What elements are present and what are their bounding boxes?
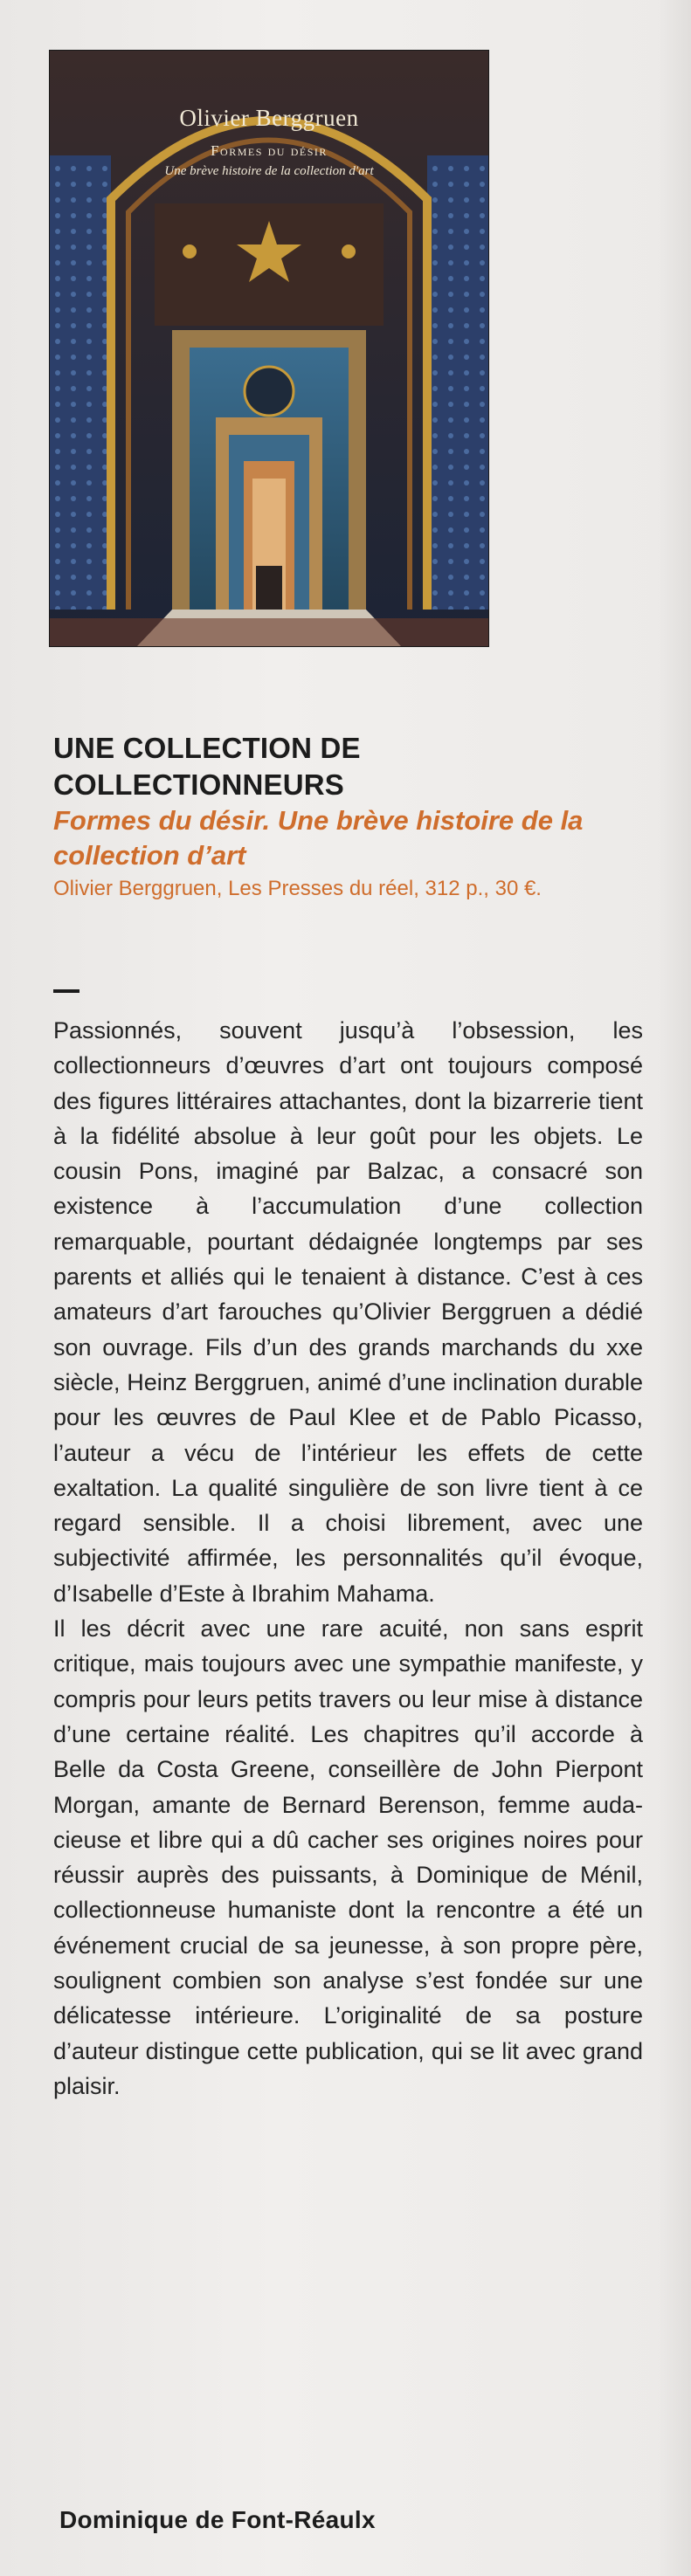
book-cover-illustration <box>50 51 488 646</box>
article-body <box>53 1013 643 2104</box>
cover-subtitle: Une brève histoire de la collection d'art <box>164 164 374 178</box>
separator-rule <box>53 989 79 993</box>
page-edge-shadow <box>656 0 691 2576</box>
cover-title: Formes du désir <box>211 142 328 159</box>
article-heading: UNE COLLECTION DE COLLECTIONNEURS <box>53 732 361 801</box>
paragraph-1: Passionnés, souvent jusqu’à l’obsession, les collectionneurs d’œuvres d’art ont toujours composé des figures littéraires attachantes, dont la bizarrerie tient à la fidélité absolue à leur goût pour les objets. Le cousin Pons, imaginé par Balzac, a consacré son existence à l’accumulation d’une collection remarquable, pourtant dédaignée longtemps par ses parents et alliés qui le tenaient à distance. C’est à ces amateurs d’art farouches qu’Olivier Berggruen a dédié son ouvrage. Fils d’un des grands marchands du xxe siècle, Heinz Berggruen, animé d’une inclination durable pour les œuvres de Paul Klee et de Pablo Picasso, l’auteur a vécu de l’intérieur les effets de cette exaltation. La qualité singulière de son livre tient à ce regard sensible. Il a choisi librement, avec une subjectivité affirmée, les personnalités qu’il évoque, d’Isabelle d’Este à Ibrahim Mahama. <box>53 1017 643 1607</box>
book-title: Formes du désir. Une brève histoire de la collection d’art <box>53 805 584 871</box>
cover-author: Olivier Berggruen <box>179 105 359 131</box>
paragraph-2: Il les décrit avec une rare acuité, non sans esprit critique, mais toujours avec une sympathie manifeste, y compris pour leurs petits travers ou leur mise à distance d’une certaine réalité. Les chapitres qu’il accorde à Belle da Costa Greene, conseillère de John Pierpont Morgan, amante de Bernard Berenson, femme audacieuse et libre qui a dû cacher ses origines noires pour réussir auprès des puissants, à Dominique de Ménil, collectionneuse humaniste dont la rencontre a été un événement crucial de sa jeunesse, à son propre père, soulignent combien son analyse s’est fondée sur une délicatesse intérieure. L’originalité de sa posture d’auteur distingue cette publication, qui se lit avec grand plaisir. <box>53 1615 643 2099</box>
book-cover-image <box>50 51 488 646</box>
author-signature: Dominique de Font-Réaulx <box>59 2506 376 2533</box>
book-credits: Olivier Berggruen, Les Presses du réel, 312 p., 30 €. <box>53 877 542 900</box>
